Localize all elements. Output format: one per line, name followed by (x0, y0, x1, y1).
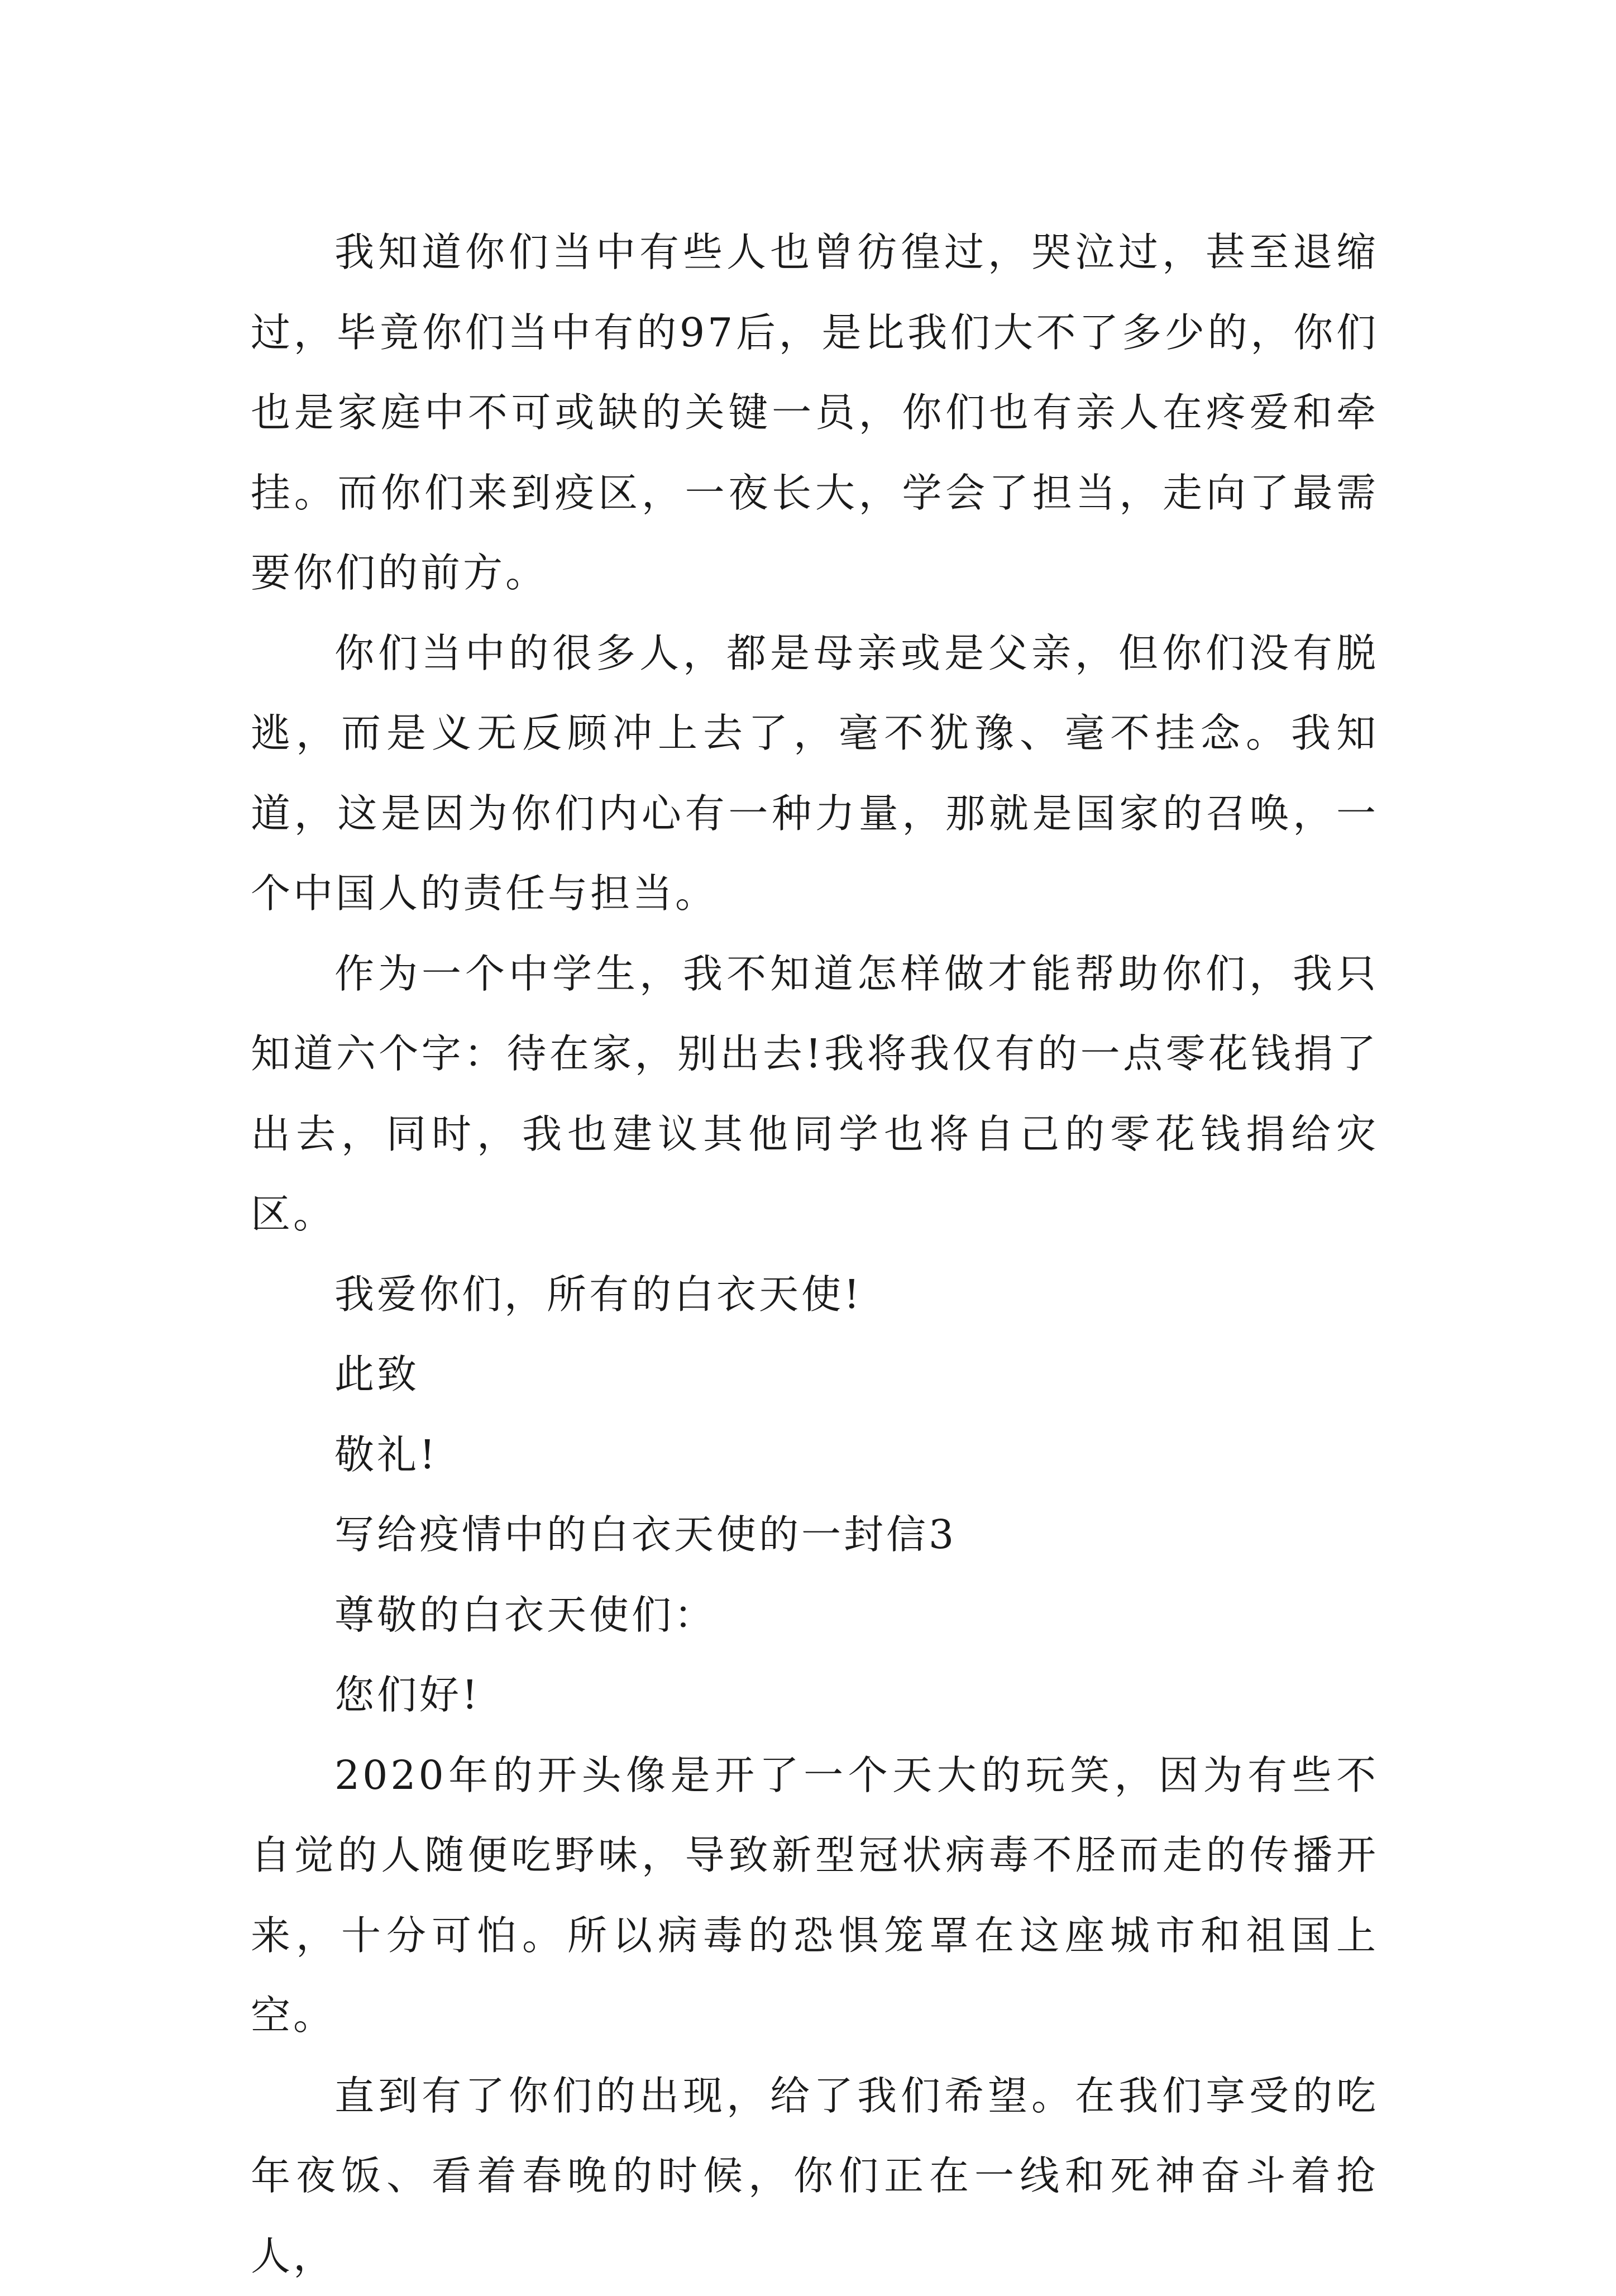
paragraph-2020: 2020年的开头像是开了一个天大的玩笑，因为有些不自觉的人随便吃野味，导致新型冠状病毒不胫而走的传播开来，十分可怕。所以病毒的恐惧笼罩在这座城市和祖国上空。 (251, 1735, 1379, 2056)
closing-salutation: 此致 (251, 1334, 1379, 1415)
closing-regards: 敬礼! (251, 1415, 1379, 1495)
paragraph-hesitation: 我知道你们当中有些人也曾彷徨过，哭泣过，甚至退缩过，毕竟你们当中有的97后，是比我们大不了多少的，你们也是家庭中不可或缺的关键一员，你们也有亲人在疼爱和牵挂。而你们来到疫区，一夜长大，学会了担当，走向了最需要你们的前方。 (251, 212, 1379, 613)
paragraph-hope: 直到有了你们的出现，给了我们希望。在我们享受的吃年夜饭、看着春晚的时候，你们正在一线和死神奋斗着抢人， (251, 2056, 1379, 2296)
letter-title: 写给疫情中的白衣天使的一封信3 (251, 1495, 1379, 1575)
letter-greeting: 尊敬的白衣天使们： (251, 1575, 1379, 1655)
paragraph-student: 作为一个中学生，我不知道怎样做才能帮助你们，我只知道六个字：待在家，别出去!我将我仅有的一点零花钱捐了出去，同时，我也建议其他同学也将自己的零花钱捐给灾区。 (251, 934, 1379, 1254)
letter-hello: 您们好! (251, 1655, 1379, 1735)
paragraph-parents: 你们当中的很多人，都是母亲或是父亲，但你们没有脱逃，而是义无反顾冲上去了，毫不犹豫、毫不挂念。我知道，这是因为你们内心有一种力量，那就是国家的召唤，一个中国人的责任与担当。 (251, 613, 1379, 934)
letter-body (251, 212, 1379, 2296)
paragraph-love: 我爱你们，所有的白衣天使! (251, 1254, 1379, 1335)
